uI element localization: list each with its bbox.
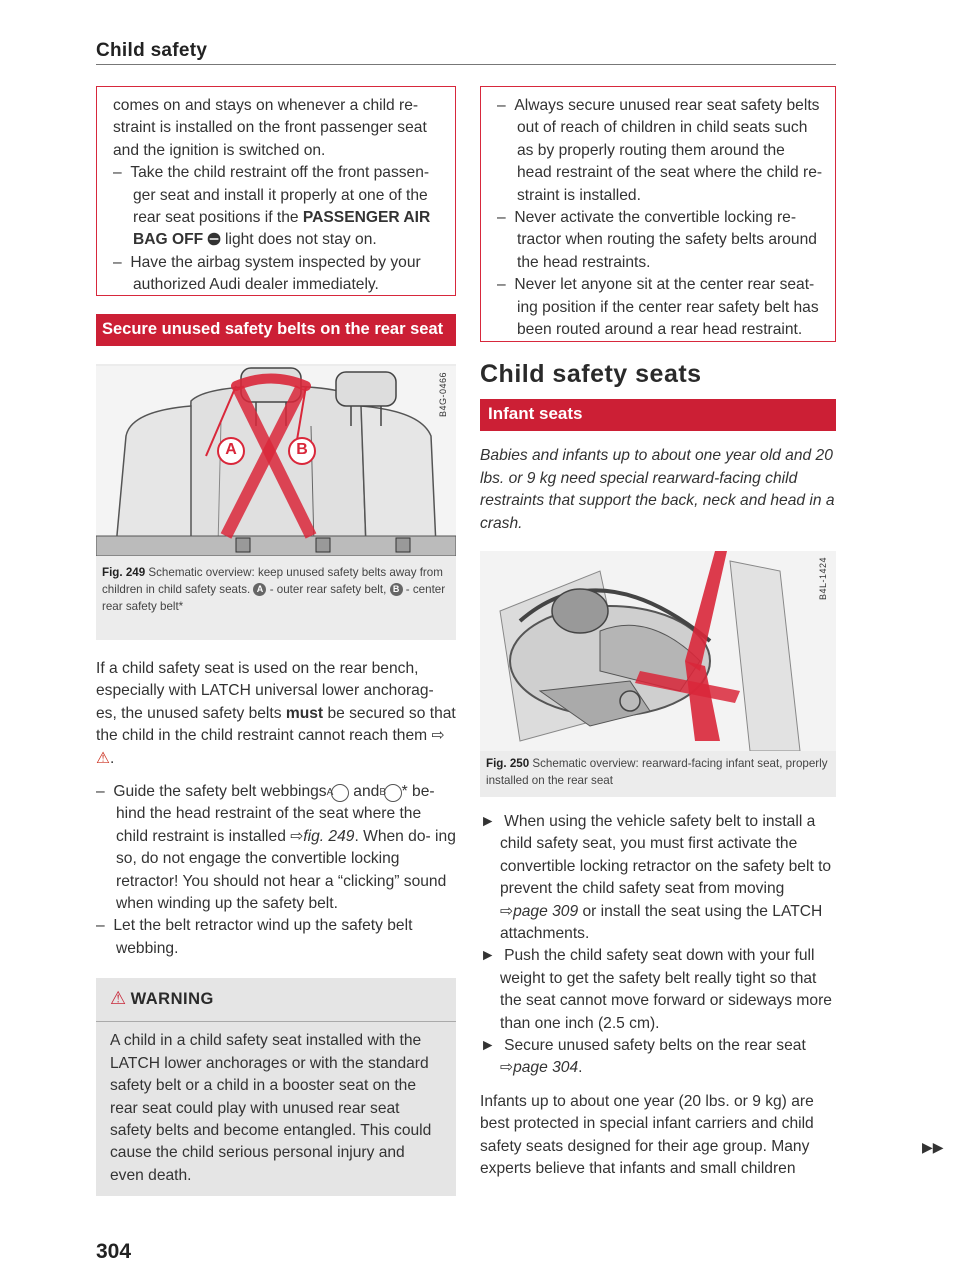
arrow-ref-icon: ⇨ bbox=[290, 827, 304, 845]
step-item: ► Secure unused safety belts on the rear seat ⇨page 304. bbox=[480, 1037, 806, 1077]
rear-seat-belts-illustration bbox=[96, 366, 456, 556]
step-list bbox=[480, 811, 836, 1080]
section-title: Child safety seats bbox=[480, 360, 702, 388]
page-number: 304 bbox=[96, 1240, 132, 1264]
step-item: ► When using the vehicle safety belt to install a child safety seat, you must first activate the convertible locking retractor on the safety belt to prevent the child safety seat from moving ⇨page 309 or install the seat using the LATCH attachments. bbox=[480, 813, 832, 943]
airbag-off-icon: ⛔︎ bbox=[207, 231, 221, 249]
label-b-icon: B bbox=[390, 583, 403, 596]
warning-title: WARNING bbox=[130, 990, 214, 1009]
warning-header bbox=[96, 978, 456, 1022]
warning-text: A child in a child safety seat installed with the LATCH lower anchorages or with the standard safety belt or a child in a booster seat on the rear seat could play with unused rear seat safety belts and become entangled. This could cause the child serious personal injury and even death. bbox=[110, 1032, 432, 1184]
infant-seat-illustration bbox=[480, 551, 836, 751]
instruction-item: – Guide the safety belt webbings A and B * be- hind the head restraint of the seat where the child restraint is installed ⇨fig. 249. When do- ing so, do not engage the convertible locking retractor! You should not hear a “clicking” sound when winding up the safety belt. bbox=[96, 783, 456, 913]
label-a: A bbox=[225, 441, 237, 458]
box-line: straint is installed on the front passenger seat bbox=[113, 119, 427, 137]
intro-text: Babies and infants up to about one year old and 20 lbs. or 9 kg need special rearward-facing child restraints that support the back, neck and head in a crash. bbox=[480, 447, 835, 532]
para-latch: If a child safety seat is used on the rear bench, especially with LATCH universal lower anchorag- es, the unused safety belts must be secured so that the child in the child restraint cannot reach them ⇨ ⚠︎. bbox=[96, 660, 456, 767]
continued-arrow-icon: ▶▶ bbox=[922, 1139, 944, 1155]
label-a-icon: A bbox=[331, 784, 349, 802]
warning-continuation-box bbox=[96, 86, 456, 296]
box-bullet: – Never activate the convertible locking re- tractor when routing the safety belts around the head restraints. bbox=[497, 209, 817, 271]
box-bullet: – Take the child restraint off the front passen- ger seat and install it properly at one of the rear seat positions if the PASSENGER AIR BAG OFF ⛔︎ light does not stay on. bbox=[113, 164, 431, 249]
left-column bbox=[96, 86, 456, 1264]
running-header: Child safety bbox=[96, 40, 208, 61]
sub-heading: Infant seats bbox=[480, 399, 836, 431]
warning-box bbox=[96, 978, 456, 1196]
fig-ref-link[interactable]: fig. 249 bbox=[303, 827, 355, 845]
final-paragraph: Infants up to about one year (20 lbs. or 9 kg) are best protected in special infant carriers and child safety seats designed for their age group. Many experts believe that infants and small children bbox=[480, 1092, 814, 1178]
box-line: and the ignition is switched on. bbox=[113, 141, 326, 159]
page-ref-link[interactable]: page 304 bbox=[513, 1059, 579, 1077]
figure-250-caption: Fig. 250 Schematic overview: rearward-facing infant seat, properly installed on the rear seat bbox=[486, 757, 828, 787]
warning-triangle-icon: ⚠︎ bbox=[110, 988, 127, 1009]
header-rule bbox=[96, 64, 836, 65]
label-a-icon: A bbox=[253, 583, 266, 596]
box-bullet: – Have the airbag system inspected by your authorized Audi dealer immediately. bbox=[113, 253, 421, 294]
step-item: ► Push the child safety seat down with your full weight to get the safety belt really tight so that the seat cannot move forward or sideways more than one inch (2.5 cm). bbox=[480, 947, 832, 1032]
instruction-list bbox=[96, 781, 456, 960]
figure-code: B4G-0466 bbox=[438, 372, 448, 418]
warning-triangle-icon: ⚠︎ bbox=[96, 749, 110, 767]
label-b-icon: B bbox=[384, 784, 402, 802]
box-line: comes on and stays on whenever a child re- bbox=[113, 97, 419, 114]
figure-code: B4L-1424 bbox=[818, 557, 828, 601]
page-ref-link[interactable]: page 309 bbox=[513, 902, 579, 920]
figure-249 bbox=[96, 364, 456, 640]
label-b: B bbox=[296, 441, 308, 458]
arrow-ref-icon: ⇨ bbox=[431, 727, 445, 745]
step-arrow-icon: ► bbox=[480, 813, 496, 830]
step-arrow-icon: ► bbox=[480, 1037, 496, 1055]
figure-249-caption: Fig. 249 Schematic overview: keep unused safety belts away from children in child safety seats. A - outer rear safety belt, B - center rear safety belt* bbox=[102, 566, 446, 613]
step-arrow-icon: ► bbox=[480, 947, 496, 965]
arrow-ref-icon: ⇨ bbox=[500, 1059, 514, 1077]
right-column bbox=[480, 86, 836, 1181]
figure-250 bbox=[480, 551, 836, 797]
warning-continuation-box-right bbox=[480, 86, 836, 342]
box-bullet: – Never let anyone sit at the center rear seat- ing position if the center rear safety belt has been routed around a rear head restraint. bbox=[497, 276, 819, 339]
section-heading: Secure unused safety belts on the rear seat bbox=[96, 314, 456, 346]
box-bullet: – Always secure unused rear seat safety belts out of reach of children in child seats such as by properly routing them around the head restraint of the seat where the child re- straint is installed. bbox=[497, 97, 823, 204]
arrow-ref-icon: ⇨ bbox=[500, 902, 514, 920]
instruction-item: – Let the belt retractor wind up the safety belt webbing. bbox=[96, 917, 413, 957]
